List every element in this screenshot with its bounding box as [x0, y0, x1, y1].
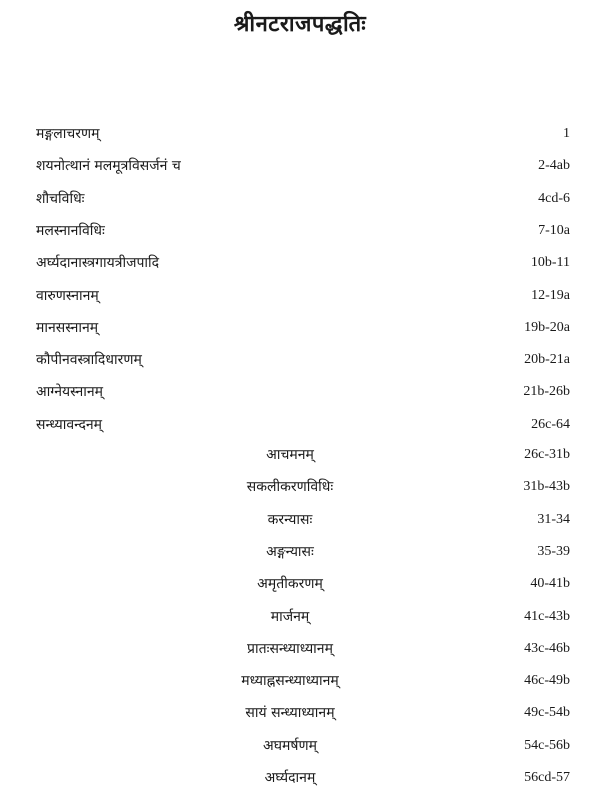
toc-subentry [0, 766, 600, 790]
toc-entry-verse-range: 26c-64 [531, 417, 570, 432]
toc-entry-title: वारुणस्नानम् [36, 288, 99, 304]
toc-subentry [0, 572, 600, 596]
toc-subentry-verse-range: 56cd-57 [524, 770, 570, 785]
toc-entry [0, 380, 600, 404]
toc-subentry [0, 475, 600, 499]
toc-entry-title: मानसस्नानम् [36, 320, 99, 336]
toc-subentry-verse-range: 46c-49b [524, 673, 570, 688]
toc-entry-title: शयनोत्थानं मलमूत्रविसर्जनं च [36, 158, 181, 174]
toc-entry-verse-range: 1 [563, 126, 570, 141]
toc-entry-verse-range: 2-4ab [538, 158, 570, 173]
toc-subentry [0, 443, 600, 467]
toc-entry [0, 122, 600, 146]
toc-entry [0, 187, 600, 211]
toc-subentry [0, 605, 600, 629]
toc-subentry-title: आचमनम् [266, 447, 314, 463]
toc-subentry-title: सायं सन्ध्याध्यानम् [245, 705, 335, 721]
toc-entry-title: आग्नेयस्नानम् [36, 384, 104, 400]
toc-entry-verse-range: 10b-11 [530, 255, 570, 270]
toc-entry-verse-range: 19b-20a [524, 320, 570, 335]
toc-subentry-verse-range: 31b-43b [523, 479, 570, 494]
toc-entry [0, 316, 600, 340]
toc-entry-verse-range: 7-10a [538, 223, 570, 238]
toc-subentry [0, 734, 600, 758]
toc-subentry-verse-range: 41c-43b [524, 609, 570, 624]
toc-subentry [0, 540, 600, 564]
toc-entry [0, 413, 600, 437]
toc-subentry-title: मध्याह्नसन्ध्याध्यानम् [241, 673, 339, 689]
toc-subentry-verse-range: 43c-46b [524, 641, 570, 656]
toc-subentry-title: अमृतीकरणम् [257, 576, 323, 592]
toc-entry [0, 219, 600, 243]
toc-subentry-title: करन्यासः [267, 512, 313, 528]
toc-subentry-title: सकलीकरणविधिः [246, 479, 334, 495]
toc-subentry-verse-range: 54c-56b [524, 738, 570, 753]
page-title: श्रीनटराजपद्धतिः [233, 11, 367, 37]
toc-subentry [0, 508, 600, 532]
toc-entry-title: मलस्नानविधिः [36, 223, 105, 239]
toc-entry-verse-range: 4cd-6 [538, 191, 570, 206]
toc-subentry-title: मार्जनम् [270, 609, 310, 625]
toc-entry-title: शौचविधिः [36, 191, 85, 207]
toc-subentry-verse-range: 26c-31b [524, 447, 570, 462]
toc-subentry-verse-range: 49c-54b [524, 705, 570, 720]
toc-entry-title: कौपीनवस्त्रादिधारणम् [36, 352, 142, 368]
toc-entry-title: सन्ध्यावन्दनम् [36, 417, 103, 433]
toc-subentry [0, 669, 600, 693]
toc-subentry-title: अङ्गन्यासः [266, 544, 314, 560]
toc-entry [0, 284, 600, 308]
toc-entry [0, 154, 600, 178]
toc-subentry-title: अघमर्षणम् [263, 738, 317, 754]
toc-entry-title: मङ्गलाचरणम् [36, 126, 100, 142]
toc-entry-title: अर्घ्यदानास्त्रगायत्रीजपादि [36, 255, 160, 271]
toc-subentry-verse-range: 40-41b [530, 576, 570, 591]
toc-entry [0, 251, 600, 275]
toc-subentry-title: अर्घ्यदानम् [264, 770, 316, 786]
toc-entry-verse-range: 21b-26b [523, 384, 570, 399]
toc-subentry-verse-range: 35-39 [537, 544, 570, 559]
toc-entry-verse-range: 12-19a [531, 288, 570, 303]
toc-entry [0, 348, 600, 372]
toc-subentry-title: प्रातःसन्ध्याध्यानम् [247, 641, 333, 657]
toc-subentry [0, 701, 600, 725]
toc-subentry-verse-range: 31-34 [537, 512, 570, 527]
toc-entry-verse-range: 20b-21a [524, 352, 570, 367]
toc-subentry [0, 637, 600, 661]
